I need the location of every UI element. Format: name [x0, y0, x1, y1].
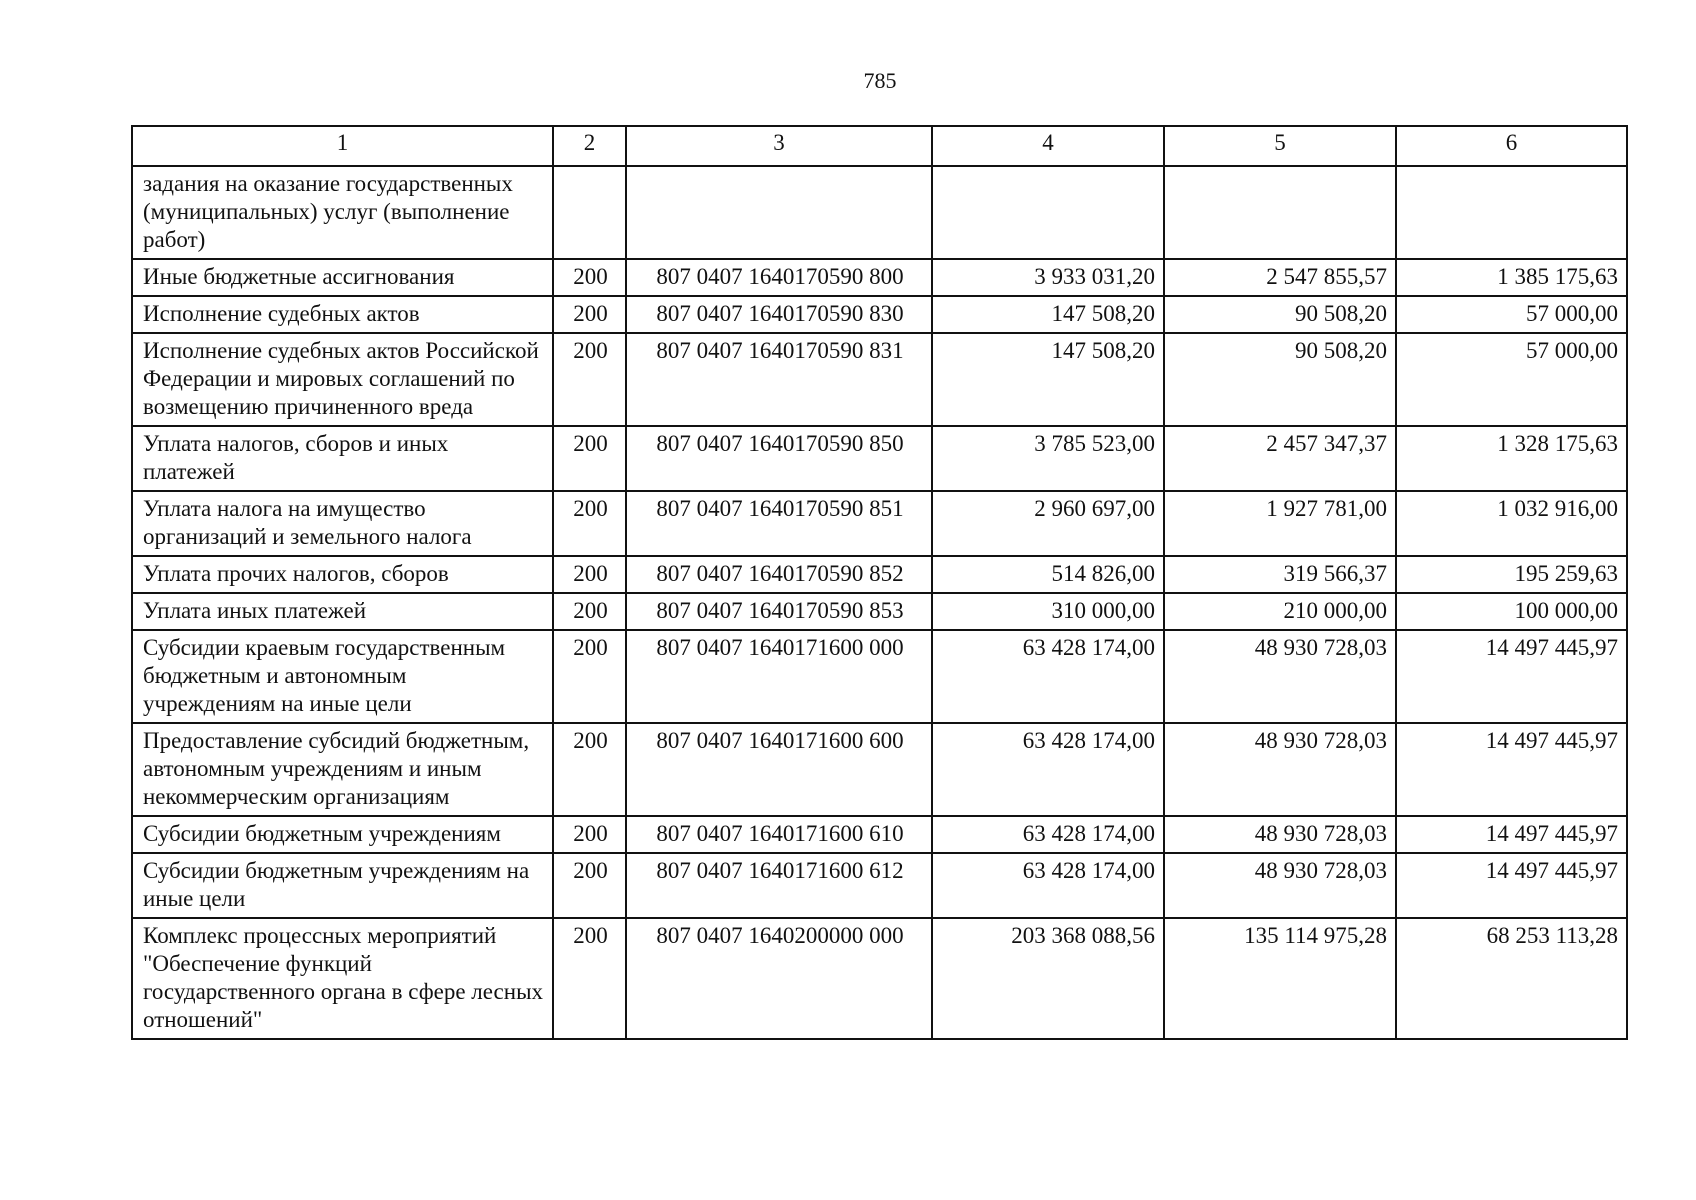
row-col2: 200	[553, 853, 626, 918]
row-value-4: 2 960 697,00	[932, 491, 1164, 556]
table-row	[132, 630, 1627, 723]
table-row	[132, 259, 1627, 296]
row-value-4: 3 933 031,20	[932, 259, 1164, 296]
row-value-6: 1 032 916,00	[1396, 491, 1627, 556]
row-value-5: 48 930 728,03	[1164, 630, 1396, 723]
row-value-6: 100 000,00	[1396, 593, 1627, 630]
column-header: 4	[932, 126, 1164, 166]
row-value-6: 1 385 175,63	[1396, 259, 1627, 296]
row-code: 807 0407 1640171600 000	[626, 630, 932, 723]
row-code: 807 0407 1640170590 851	[626, 491, 932, 556]
row-name: Субсидии краевым государственным бюджетным и автономным учреждениям на иные цели	[132, 630, 553, 723]
row-col2: 200	[553, 593, 626, 630]
column-header: 3	[626, 126, 932, 166]
row-value-4: 310 000,00	[932, 593, 1164, 630]
row-name: Уплата иных платежей	[132, 593, 553, 630]
table-row	[132, 296, 1627, 333]
row-value-6: 57 000,00	[1396, 333, 1627, 426]
row-col2: 200	[553, 918, 626, 1039]
row-value-6: 14 497 445,97	[1396, 630, 1627, 723]
row-code: 807 0407 1640170590 831	[626, 333, 932, 426]
table-row	[132, 333, 1627, 426]
row-value-6: 14 497 445,97	[1396, 816, 1627, 853]
row-value-5: 1 927 781,00	[1164, 491, 1396, 556]
column-header: 5	[1164, 126, 1396, 166]
row-name: Предоставление субсидий бюджетным, автономным учреждениям и иным некоммерческим организациям	[132, 723, 553, 816]
row-code: 807 0407 1640170590 852	[626, 556, 932, 593]
row-name: задания на оказание государственных (муниципальных) услуг (выполнение работ)	[132, 166, 553, 259]
column-header: 1	[132, 126, 553, 166]
row-col2: 200	[553, 259, 626, 296]
row-value-5: 135 114 975,28	[1164, 918, 1396, 1039]
table-row	[132, 593, 1627, 630]
row-code: 807 0407 1640200000 000	[626, 918, 932, 1039]
row-code: 807 0407 1640170590 853	[626, 593, 932, 630]
table-row	[132, 491, 1627, 556]
row-value-5: 210 000,00	[1164, 593, 1396, 630]
row-value-4: 63 428 174,00	[932, 853, 1164, 918]
row-col2: 200	[553, 296, 626, 333]
table-header-row	[132, 126, 1627, 166]
row-value-4: 63 428 174,00	[932, 630, 1164, 723]
row-value-6: 1 328 175,63	[1396, 426, 1627, 491]
row-name: Субсидии бюджетным учреждениям	[132, 816, 553, 853]
table-row	[132, 853, 1627, 918]
row-value-4: 63 428 174,00	[932, 723, 1164, 816]
row-code: 807 0407 1640170590 850	[626, 426, 932, 491]
row-value-6: 57 000,00	[1396, 296, 1627, 333]
row-name: Субсидии бюджетным учреждениям на иные цели	[132, 853, 553, 918]
row-code: 807 0407 1640171600 612	[626, 853, 932, 918]
row-value-6: 14 497 445,97	[1396, 853, 1627, 918]
row-col2: 200	[553, 630, 626, 723]
row-value-5: 90 508,20	[1164, 296, 1396, 333]
row-value-6: 68 253 113,28	[1396, 918, 1627, 1039]
row-value-5: 48 930 728,03	[1164, 853, 1396, 918]
row-name: Уплата налогов, сборов и иных платежей	[132, 426, 553, 491]
row-value-5	[1164, 166, 1396, 259]
row-name: Исполнение судебных актов Российской Федерации и мировых соглашений по возмещению причиненного вреда	[132, 333, 553, 426]
row-code	[626, 166, 932, 259]
row-value-5: 319 566,37	[1164, 556, 1396, 593]
row-value-6	[1396, 166, 1627, 259]
row-value-4	[932, 166, 1164, 259]
row-col2: 200	[553, 333, 626, 426]
row-value-4: 63 428 174,00	[932, 816, 1164, 853]
row-value-6: 195 259,63	[1396, 556, 1627, 593]
page-number: 785	[863, 68, 897, 93]
row-code: 807 0407 1640171600 610	[626, 816, 932, 853]
row-value-4: 147 508,20	[932, 333, 1164, 426]
row-value-4: 514 826,00	[932, 556, 1164, 593]
table-row	[132, 556, 1627, 593]
column-header: 2	[553, 126, 626, 166]
row-col2: 200	[553, 723, 626, 816]
row-code: 807 0407 1640171600 600	[626, 723, 932, 816]
row-col2: 200	[553, 491, 626, 556]
row-code: 807 0407 1640170590 800	[626, 259, 932, 296]
row-name: Исполнение судебных актов	[132, 296, 553, 333]
row-name: Уплата прочих налогов, сборов	[132, 556, 553, 593]
row-value-5: 48 930 728,03	[1164, 816, 1396, 853]
row-value-5: 90 508,20	[1164, 333, 1396, 426]
row-name: Комплекс процессных мероприятий "Обеспечение функций государственного органа в сфере лесных отношений"	[132, 918, 553, 1039]
row-value-4: 3 785 523,00	[932, 426, 1164, 491]
row-value-6: 14 497 445,97	[1396, 723, 1627, 816]
row-col2: 200	[553, 556, 626, 593]
row-col2: 200	[553, 816, 626, 853]
row-col2: 200	[553, 426, 626, 491]
row-col2	[553, 166, 626, 259]
row-value-5: 2 547 855,57	[1164, 259, 1396, 296]
table-row	[132, 723, 1627, 816]
table-row	[132, 166, 1627, 259]
row-code: 807 0407 1640170590 830	[626, 296, 932, 333]
row-value-4: 203 368 088,56	[932, 918, 1164, 1039]
table-row	[132, 918, 1627, 1039]
table-row	[132, 426, 1627, 491]
row-name: Уплата налога на имущество организаций и земельного налога	[132, 491, 553, 556]
column-header: 6	[1396, 126, 1627, 166]
row-value-5: 48 930 728,03	[1164, 723, 1396, 816]
budget-table	[131, 125, 1628, 1040]
row-value-4: 147 508,20	[932, 296, 1164, 333]
row-value-5: 2 457 347,37	[1164, 426, 1396, 491]
row-name: Иные бюджетные ассигнования	[132, 259, 553, 296]
table-row	[132, 816, 1627, 853]
